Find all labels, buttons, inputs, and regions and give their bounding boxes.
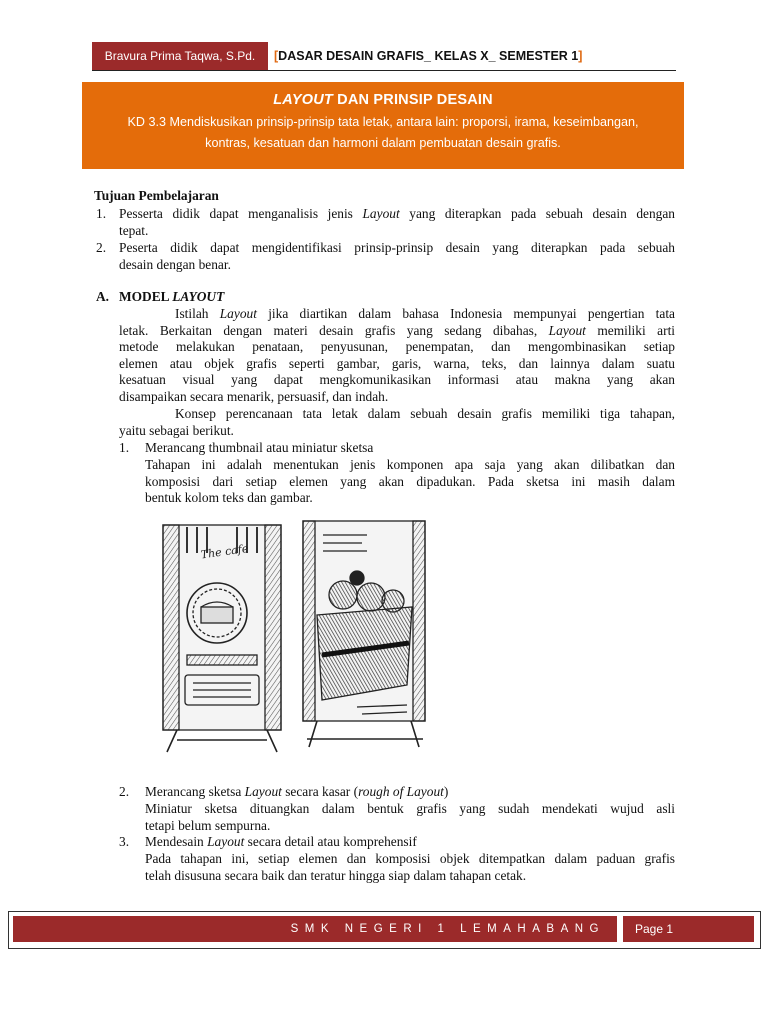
bracket-close: ] <box>578 49 583 63</box>
step-desc-line: Tahapan ini adalah menentukan jenis komponen apa saja yang akan dilibatkan dan <box>145 457 675 472</box>
banner-subtitle-line: KD 3.3 Mendiskusikan prinsip-prinsip tata letak, antara lain: proporsi, irama, keseimbangan, <box>127 115 639 129</box>
para-line: Konsep perencanaan tata letak dalam sebuah desain grafis memiliki tiga tahapan, <box>175 406 675 421</box>
text-run-italic: rough of Layout <box>358 784 444 799</box>
text-run: Mendesain <box>145 834 208 849</box>
list-number: 1. <box>96 206 107 221</box>
text-run-italic: LAYOUT <box>172 289 225 304</box>
step-desc-line: tetapi belum sempurna. <box>145 817 271 833</box>
banner-title <box>82 92 684 108</box>
text-run: secara kasar ( <box>281 784 359 799</box>
text-run-italic: Layout <box>219 306 257 321</box>
text-run: ) <box>443 784 449 799</box>
list-number: 1. <box>119 440 130 455</box>
para-line <box>119 323 675 340</box>
text-run: jika diartikan dalam bahasa Indonesia mempunyai pengertian tata <box>256 306 675 321</box>
page-footer <box>8 911 761 949</box>
para-line <box>175 306 675 323</box>
text-run: Istilah <box>175 306 220 321</box>
title-banner <box>82 82 684 169</box>
sketch-title: The cafe <box>199 541 250 562</box>
para-line: elemen atau objek grafis seperti gambar, garis, warna, teks, dan lainnya dalam suatu <box>119 355 675 371</box>
step-desc-line: komposisi dari setiap elemen yang akan dipadukan. Pada sketsa ini masih dalam <box>145 473 675 489</box>
step-title <box>145 784 448 801</box>
step-desc-line: telah disusuna secara baik dan teratur hingga siap dalam tahapan cetak. <box>145 867 527 883</box>
list-number: 3. <box>119 834 130 849</box>
banner-title-italic: LAYOUT <box>273 92 333 108</box>
header-author: Bravura Prima Taqwa, S.Pd. <box>92 42 268 70</box>
text-run-italic: Layout <box>244 784 282 799</box>
bracket-open: [ <box>274 49 279 63</box>
objective-line <box>119 206 675 223</box>
step-desc-line: bentuk kolom teks dan gambar. <box>145 490 313 505</box>
text-run: MODEL <box>119 289 173 304</box>
para-line: kesatuan visual yang dapat mengkomunikasikan informasi atau makna yang akan <box>119 372 675 387</box>
header-course <box>274 42 582 70</box>
text-run-italic: Layout <box>362 206 400 221</box>
footer-school: SMK NEGERI 1 LEMAHABANG <box>13 916 617 942</box>
list-number: 2. <box>96 240 107 255</box>
list-number: 2. <box>119 784 130 799</box>
step-desc-line: Pada tahapan ini, setiap elemen dan komposisi objek ditempatkan dalam paduan grafis <box>145 851 675 866</box>
para-line: disampaikan secara menarik, persuasif, dan indah. <box>119 388 389 404</box>
thumbnail-sketches-image <box>157 515 442 765</box>
right-sketch <box>303 521 425 747</box>
para-line: metode melakukan penataan, penyusunan, penempatan, dan mengombinasikan setiap <box>119 339 675 354</box>
step-title <box>145 834 417 851</box>
course-title: DASAR DESAIN GRAFIS_ KELAS X_ SEMESTER 1 <box>278 49 579 63</box>
objectives-heading: Tujuan Pembelajaran <box>94 188 219 203</box>
step-title: Merancang thumbnail atau miniatur sketsa <box>145 440 374 455</box>
para-line: yaitu sebagai berikut. <box>119 422 234 438</box>
text-run-italic: Layout <box>548 322 586 338</box>
banner-subtitle-line: kontras, kesatuan dan harmoni dalam pembuatan desain grafis. <box>205 136 561 150</box>
text-run: letak. Berkaitan dengan materi desain grafis yang sedang dibahas, <box>119 322 549 338</box>
text-run: Merancang sketsa <box>145 784 245 799</box>
objective-line: desain dengan benar. <box>119 256 231 272</box>
banner-subtitle <box>82 112 684 154</box>
objective-line: tepat. <box>119 222 149 238</box>
step-desc-line: Miniatur sketsa dituangkan dalam bentuk grafis yang sudah mendekati wujud asli <box>145 801 675 816</box>
section-letter: A. <box>96 289 110 304</box>
footer-page-number: Page 1 <box>623 916 754 942</box>
section-heading <box>119 289 224 306</box>
banner-title-rest: DAN PRINSIP DESAIN <box>332 92 493 108</box>
text-run: secara detail atau komprehensif <box>244 834 417 849</box>
left-sketch <box>163 525 281 752</box>
text-run: yang diterapkan pada sebuah desain dengan <box>399 206 675 221</box>
page-header <box>92 42 676 71</box>
text-run: memiliki arti <box>585 322 676 338</box>
text-run: Pesserta didik dapat menganalisis jenis <box>119 206 363 221</box>
text-run-italic: Layout <box>207 834 245 849</box>
objective-line: Peserta didik dapat mengidentifikasi prinsip-prinsip desain yang diterapkan pada sebuah <box>119 240 675 255</box>
